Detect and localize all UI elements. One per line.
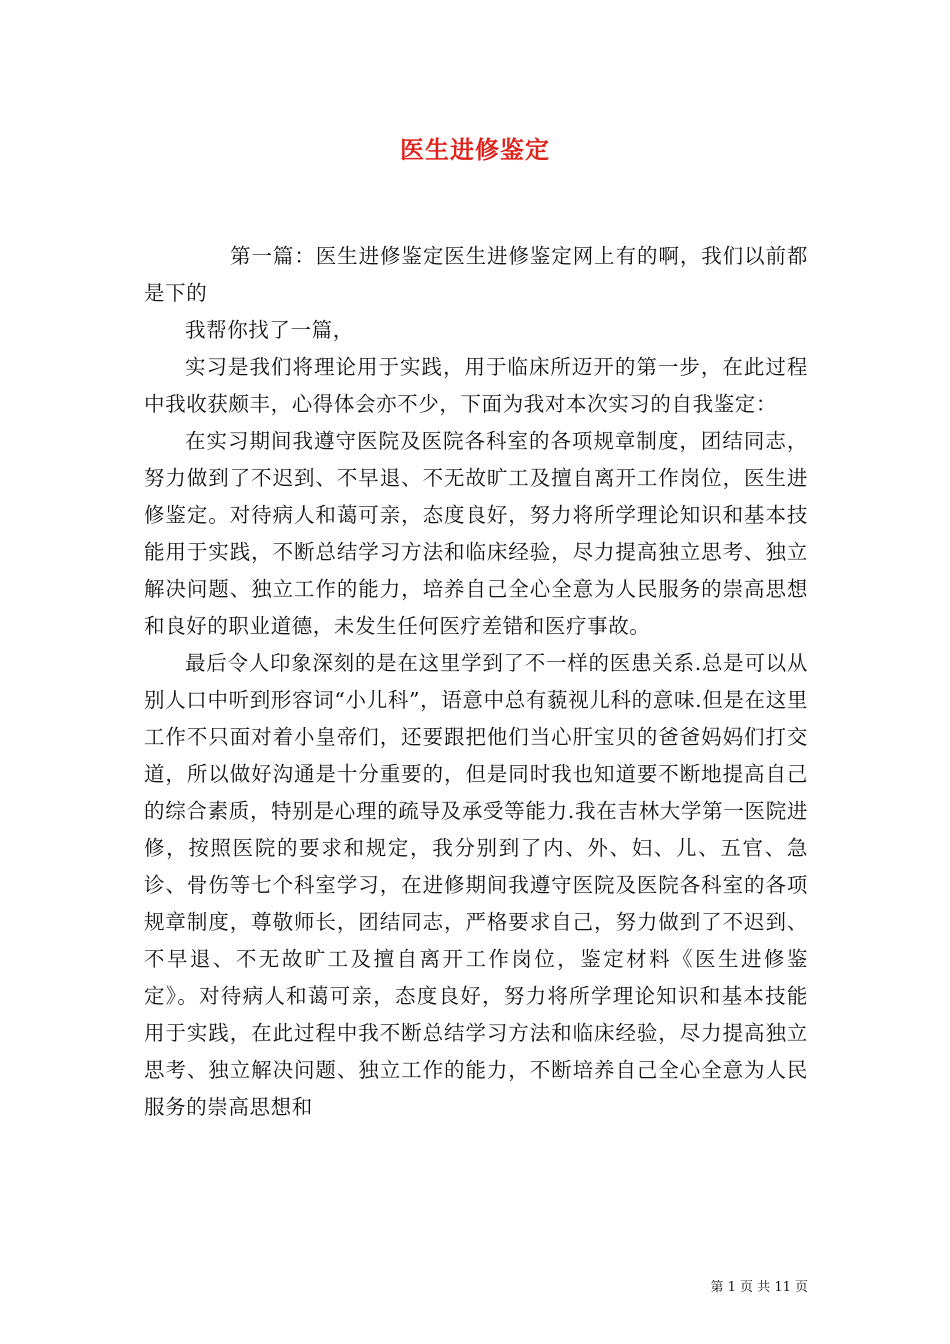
page-number-footer: 第 1 页 共 11 页 bbox=[710, 1280, 808, 1295]
paragraph-4: 在实习期间我遵守医院及医院各科室的各项规章制度，团结同志，努力做到了不迟到、不早退、不无故旷工及擅自离开工作岗位，医生进修鉴定。对待病人和蔼可亲，态度良好，努力将所学理论知识和基本技能用于实践，不断总结学习方法和临床经验，尽力提高独立思考、独立解决问题、独立工作的能力，培养自己全心全意为人民服务的崇高思想和良好的职业道德，未发生任何医疗差错和医疗事故。 bbox=[144, 429, 808, 638]
paragraph-2: 我帮你找了一篇， bbox=[185, 318, 354, 342]
document-body bbox=[144, 238, 808, 1126]
paragraph-3: 实习是我们将理论用于实践，用于临床所迈开的第一步，在此过程中我收获颇丰，心得体会亦不少，下面为我对本次实习的自我鉴定： bbox=[144, 355, 808, 416]
paragraph-5: 最后令人印象深刻的是在这里学到了不一样的医患关系.总是可以从别人口中听到形容词“小儿科”，语意中总有藐视儿科的意味.但是在这里工作不只面对着小皇帝们，还要跟把他们当心肝宝贝的爸爸妈妈们打交道，所以做好沟通是十分重要的，但是同时我也知道要不断地提高自己的综合素质，特别是心理的疏导及承受等能力.我在吉林大学第一医院进修，按照医院的要求和规定，我分别到了内、外、妇、儿、五官、急诊、骨伤等七个科室学习，在进修期间我遵守医院及医院各科室的各项规章制度，尊敬师长，团结同志，严格要求自己，努力做到了不迟到、不早退、不无故旷工及擅自离开工作岗位，鉴定材料《医生进修鉴定》。对待病人和蔼可亲，态度良好，努力将所学理论知识和基本技能用于实践，在此过程中我不断总结学习方法和临床经验，尽力提高独立思考、独立解决问题、独立工作的能力，不断培养自己全心全意为人民服务的崇高思想和 bbox=[144, 651, 808, 1119]
document-title: 医生进修鉴定 bbox=[400, 135, 550, 164]
paragraph-1: 第一篇：医生进修鉴定医生进修鉴定网上有的啊，我们以前都是下的 bbox=[144, 244, 808, 305]
